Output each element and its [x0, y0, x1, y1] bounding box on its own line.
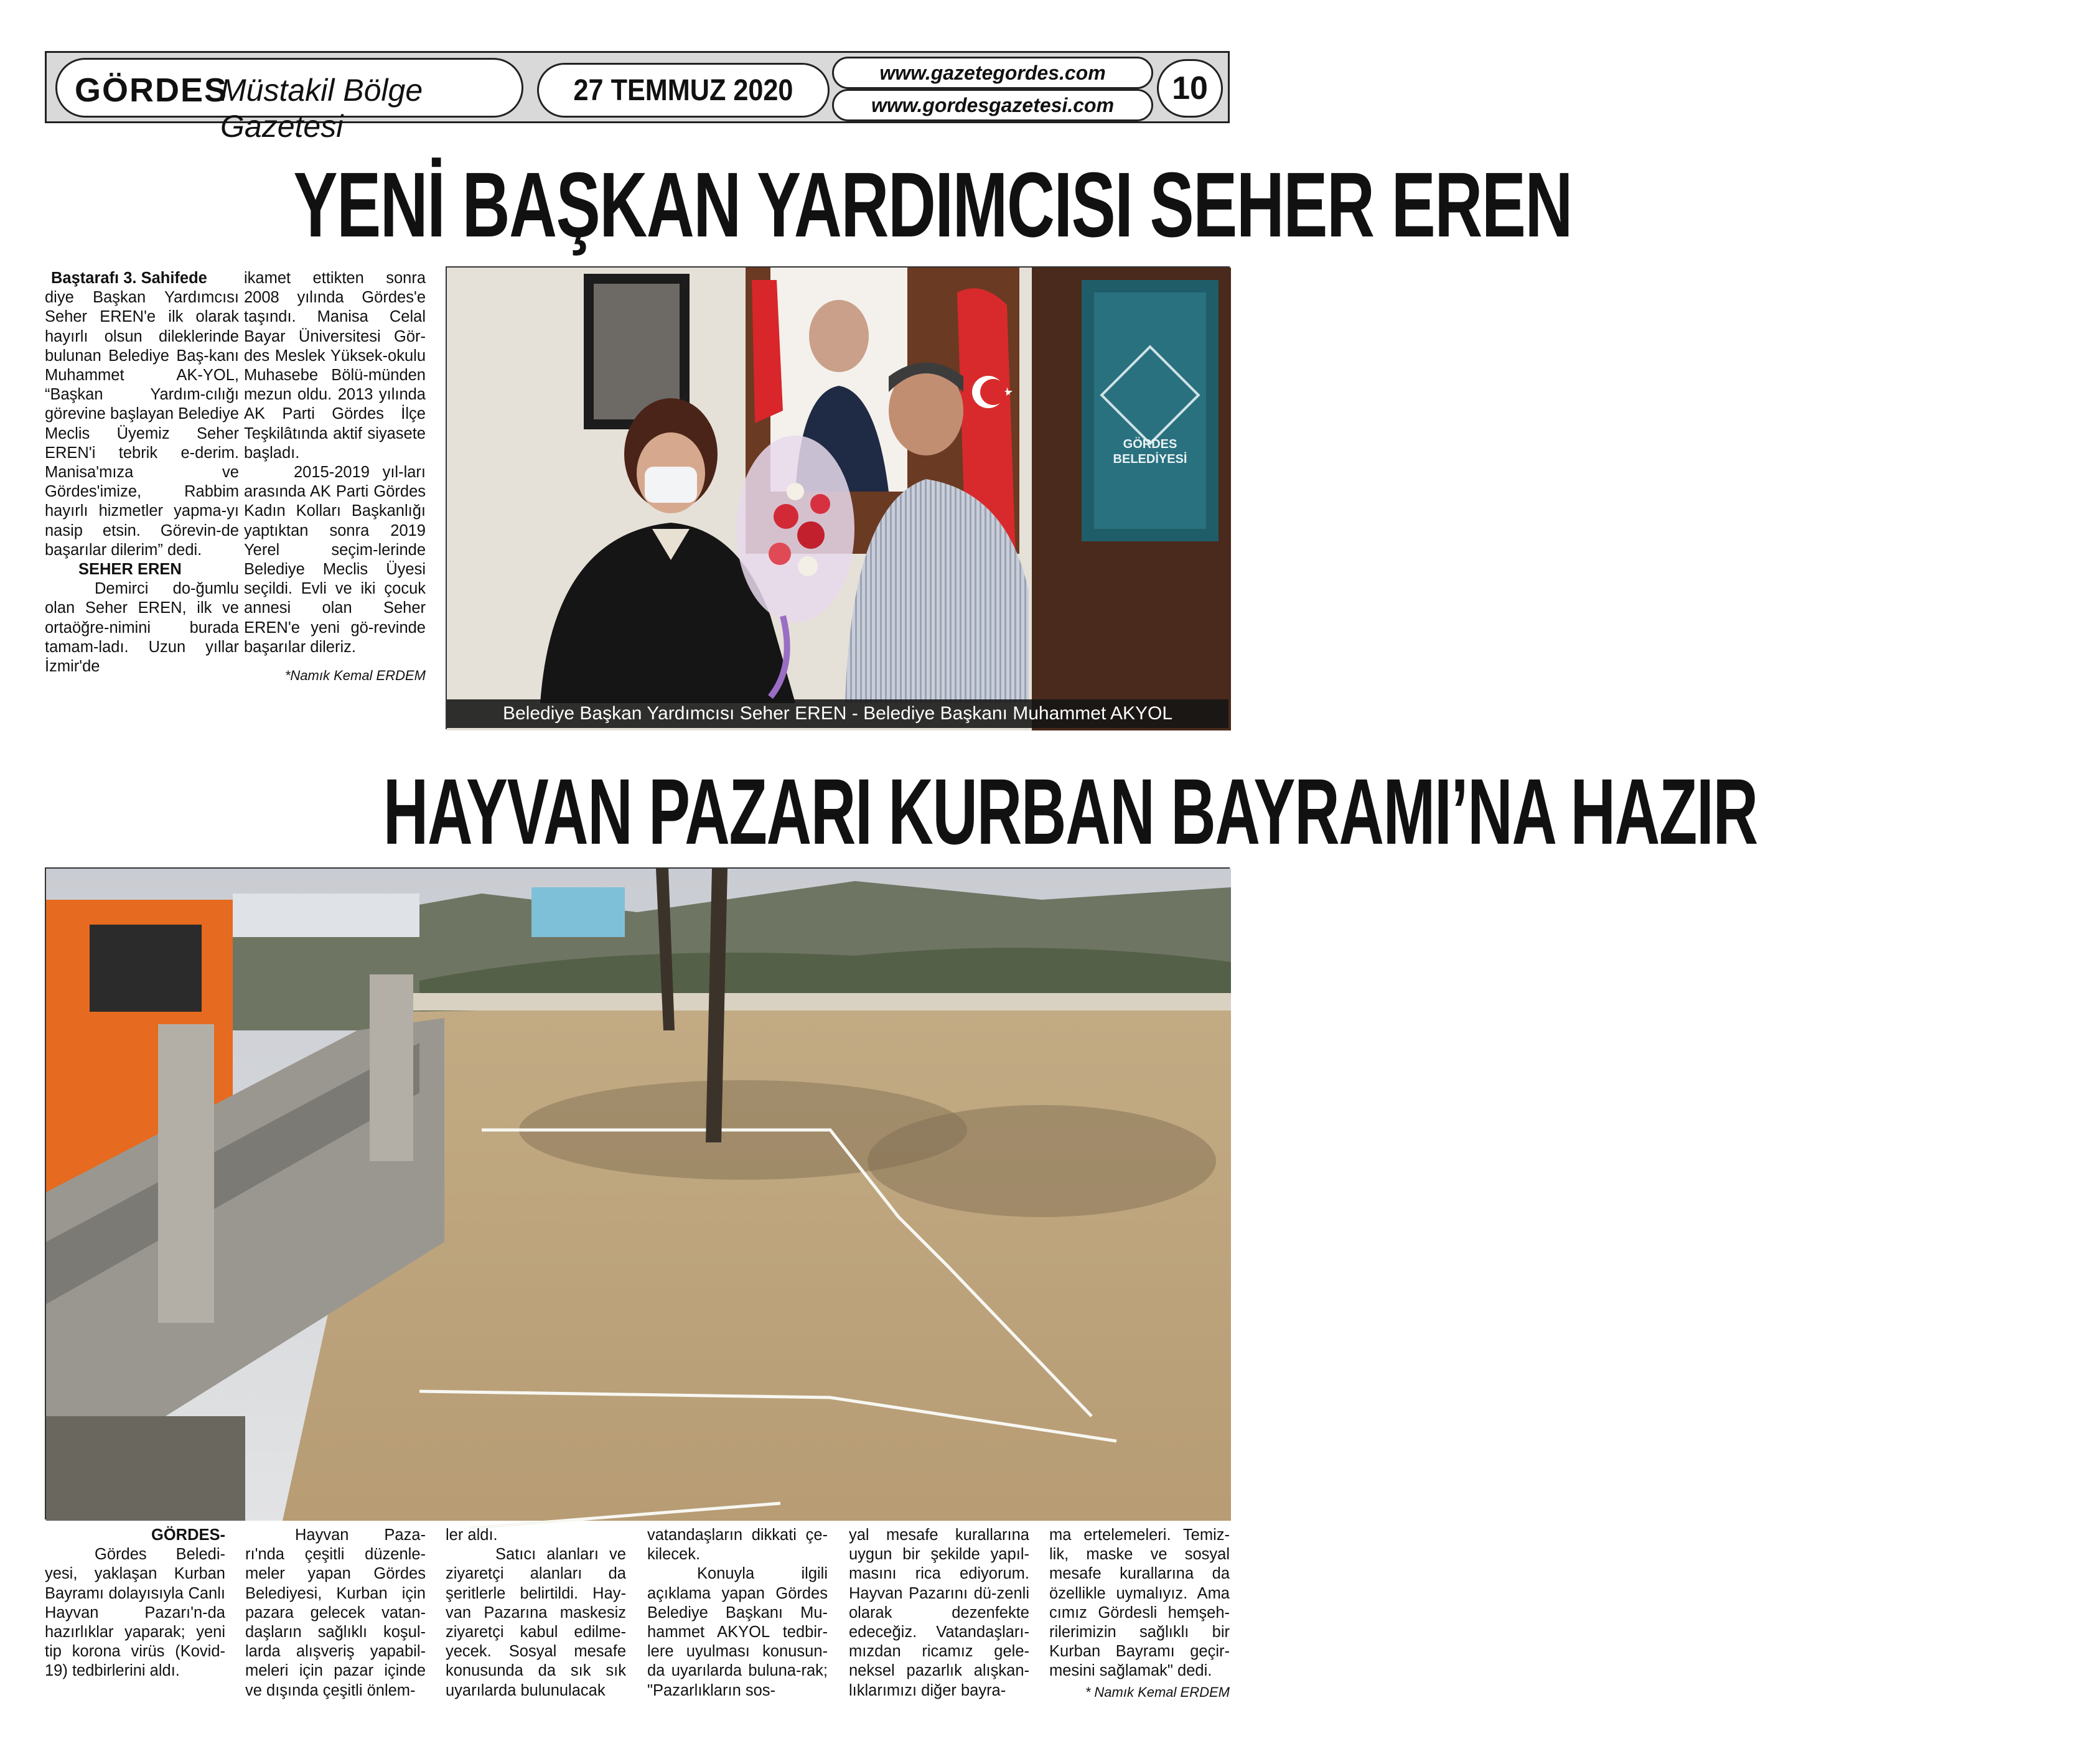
article2-col6-text: ma ertelemeleri. Temiz-lik, maske ve sosyal mesafe kurallarına da özellikle uymalıyız. Ama cımız Gördesli hemşeh-rilerimizin sağlıklı bir Kurban Bayramı geçir-mesini sağlamak" dedi. — [1049, 1526, 1230, 1680]
article2-byline: * Namık Kemal ERDEM — [1085, 1684, 1230, 1700]
issue-date-box — [537, 63, 830, 118]
article2-col4-paragraph-1: vatandaşların dikkati çe-kilecek. — [647, 1526, 828, 1564]
animal-market-illustration — [46, 869, 1231, 1521]
newspaper-brand: GÖRDES — [75, 72, 228, 109]
article2-column-2 — [245, 1526, 426, 1701]
page-number-box — [1157, 59, 1223, 118]
article2-photo — [45, 867, 1230, 1519]
article1-col2-paragraph-1: ikamet ettikten sonra 2008 yılında Gördes'e taşındı. Manisa Celal Bayar Üniversitesi Gör-des Meslek Yüksek-okulu Muhasebe Bölü-münden mezun oldu. 2013 yılında AK Parti Gördes İlçe Teşkilâtında aktif siyasete başladı. — [244, 269, 426, 462]
article1-subheading: SEHER EREN — [78, 561, 182, 579]
article2-column-6 — [1049, 1526, 1230, 1702]
newspaper-slogan: Müstakil Bölge Gazetesi — [220, 73, 423, 144]
newspaper-name-box — [55, 58, 523, 144]
article2-col3-paragraph-1: ler aldı. — [446, 1526, 498, 1544]
office-ceremony-illustration — [447, 268, 1231, 730]
svg-text:GÖRDES: GÖRDES — [1123, 437, 1177, 451]
article1-col2-paragraph-2: 2015-2019 yıl-ları arasında AK Parti Gördes Kadın Kolları Başkanlığı yaptıktan sonra 2019 Yerel seçim-lerinde Belediye Meclis Üyesi seçildi. Evli ve iki çocuk annesi olan Seher EREN'e yeni gö-revinde başarılar dileriz. — [244, 464, 426, 656]
article2-col1-text: Gördes Beledi-yesi, yaklaşan Kurban Bayramı dolayısıyla Canlı Hayvan Pazarı'n-da hazırlıklar yaparak; yeni tip korona virüs (Kovid-19) tedbirlerini aldı. — [45, 1546, 225, 1680]
article1-column-2 — [244, 269, 426, 685]
website-box-1 — [832, 57, 1153, 89]
article1-photo-caption: Belediye Başkan Yardımcısı Seher EREN - Belediye Başkanı Muhammet AKYOL — [447, 699, 1228, 728]
website-link-2[interactable]: www.gordesgazetesi.com — [871, 94, 1115, 116]
article2-dateline: GÖRDES- — [151, 1526, 225, 1544]
website-box-2 — [832, 89, 1153, 121]
article1-headline — [45, 154, 1572, 256]
svg-text:BELEDİYESİ: BELEDİYESİ — [1113, 452, 1187, 466]
article1-kicker: Baştarafı 3. Sahifede — [51, 269, 207, 287]
article2-column-1 — [45, 1526, 225, 1681]
article2-col4-paragraph-2: Konuyla ilgili açıklama yapan Gördes Belediye Başkanı Mu-hammet AKYOL tedbir-lere uyulması konusun-da uyarılarda buluna-rak; "Pazarlıkların sos- — [647, 1565, 828, 1699]
article2-column-4 — [647, 1526, 828, 1701]
issue-date: 27 TEMMUZ 2020 — [573, 74, 793, 107]
article2-column-3 — [446, 1526, 626, 1701]
article1-col1-paragraph-1: diye Başkan Yardımcısı Seher EREN'e ilk olarak hayırlı olsun dileklerinde bulunan Belediye Baş-kanı Muhammet AK-YOL, “Başkan Yardım-cılığı görevine başlayan Belediye Meclis Üyemiz Seher EREN'i tebrik e-derim. Manisa'mıza ve Gördes'imize, Rabbim hayırlı hizmetler yapma-yı nasip etsin. Görevin-de başarılar dilerim” dedi. — [45, 289, 239, 559]
article1-col1-paragraph-2: Demirci do-ğumlu olan Seher EREN, ilk ve ortaöğre-nimini burada tamam-ladı. Uzun yıllar İzmir'de — [45, 580, 239, 676]
article1-headline-text: YENİ BAŞKAN YARDIMCISI SEHER EREN — [293, 154, 1572, 256]
article1-column-1 — [45, 269, 239, 676]
website-link-1[interactable]: www.gazetegordes.com — [879, 62, 1106, 84]
article1-byline: *Namık Kemal ERDEM — [284, 668, 426, 684]
article2-col3-paragraph-2: Satıcı alanları ve ziyaretçi alanları da şeritlerle belirtildi. Hay-van Pazarına maskesiz ziyaretçi kabul edilme-yecek. Sosyal mesafe konusunda da sık sık uyarılarda bulunulacak — [446, 1546, 626, 1699]
article2-headline — [45, 759, 1757, 864]
article2-col5-text: yal mesafe kurallarına uygun bir şekilde yapıl-masını rica ediyorum. Hayvan Pazarını dü-zenli olarak dezenfekte edeceğiz. Vatandaşları-mızdan ricamız gele-neksel pazarlık alışkan-lıklarımızı diğer bayra- — [849, 1526, 1029, 1699]
article2-headline-text: HAYVAN PAZARI KURBAN BAYRAMI’NA HAZIR — [383, 759, 1757, 864]
article2-col2-text: Hayvan Paza-rı'nda çeşitli düzenle-meler yapan Gördes Belediyesi, Kurban için pazara gelecek vatan-daşların sağlıklı koşul-larda alışveriş yapabil-meleri için pazar içinde ve dışında çeşitli önlem- — [245, 1526, 426, 1699]
masthead — [45, 51, 1230, 144]
article1-photo — [446, 266, 1230, 729]
article2-column-5 — [849, 1526, 1029, 1701]
page-number: 10 — [1172, 70, 1208, 106]
